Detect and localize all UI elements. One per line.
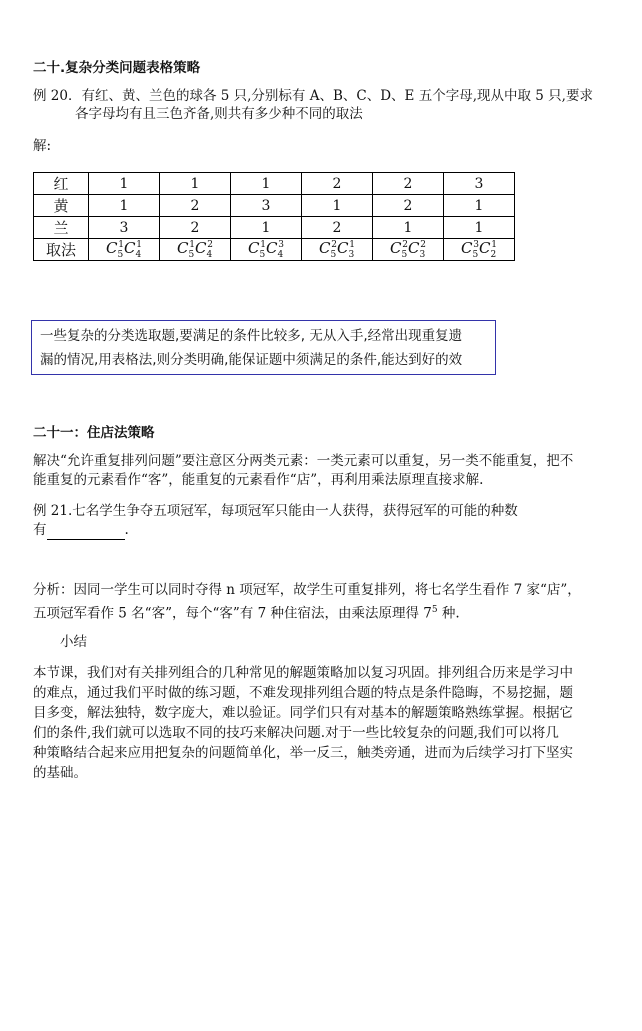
- combination-formula: $C_5^3C_2^1$: [461, 239, 497, 260]
- analysis-suffix: 种.: [437, 605, 460, 622]
- summary-line: 们的条件,我们就可以选取不同的技巧来解决问题.对于一些比较复杂的问题,我们可以将几: [33, 725, 559, 741]
- table-cell: 2: [160, 217, 231, 239]
- table-cell: 1: [231, 217, 302, 239]
- comb-n: 5: [330, 250, 337, 260]
- section20-heading: 二十.复杂分类问题表格策略: [33, 60, 201, 76]
- table-cell: 2: [373, 195, 444, 217]
- comb-k: 2: [402, 240, 408, 250]
- row-label: 取法: [34, 239, 89, 261]
- example21-line2: [33, 520, 129, 540]
- table-cell: 2: [160, 195, 231, 217]
- comb-k: 1: [491, 240, 497, 250]
- example21-prefix: 有: [33, 522, 47, 538]
- summary-line: 的难点，通过我们平时做的练习题，不难发现排列组合题的特点是条件隐晦，不易挖掘，题: [33, 685, 573, 701]
- analysis-exponent: 5: [431, 605, 438, 615]
- table-row-methods: [34, 239, 515, 261]
- comb-n: 3: [419, 250, 426, 260]
- combination-cell: [231, 239, 302, 261]
- comb-n: 5: [472, 250, 479, 260]
- comb-n: 5: [117, 250, 124, 260]
- combination-formula: $C_5^1C_4^3$: [248, 239, 284, 260]
- row-label: 红: [34, 173, 89, 195]
- comb-n: 5: [401, 250, 408, 260]
- example21-line1: 例 21.七名学生争夺五项冠军，每项冠军只能由一人获得，获得冠军的可能的种数: [33, 503, 518, 519]
- combination-cell: [444, 239, 515, 261]
- intro-line2: 能重复的元素看作“客”，能重复的元素看作“店”，再利用乘法原理直接求解.: [33, 472, 484, 488]
- answer-blank: [47, 525, 125, 540]
- table-cell: 1: [302, 195, 373, 217]
- comb-k: 1: [136, 240, 142, 250]
- comb-k: 1: [349, 240, 355, 250]
- example21-suffix: .: [124, 522, 129, 538]
- summary-line: 的基础。: [33, 765, 87, 781]
- summary-body: [33, 663, 613, 783]
- table-cell: 2: [373, 173, 444, 195]
- comb-n: 2: [490, 250, 497, 260]
- distribution-table: [33, 172, 515, 261]
- table-cell: 1: [160, 173, 231, 195]
- table-cell: 2: [302, 217, 373, 239]
- table-cell: 1: [373, 217, 444, 239]
- note-line1: 一些复杂的分类选取题,要满足的条件比较多, 无从入手,经常出现重复遗: [40, 328, 463, 344]
- combination-cell: [160, 239, 231, 261]
- comb-k: 3: [473, 240, 479, 250]
- combination-formula: $C_5^2C_3^1$: [319, 239, 355, 260]
- comb-n: 4: [135, 250, 142, 260]
- comb-n: 4: [206, 250, 213, 260]
- summary-line: 种策略结合起来应用把复杂的问题简单化，举一反三，触类旁通，进而为后续学习打下坚实: [33, 745, 573, 761]
- row-label: 黄: [34, 195, 89, 217]
- summary-heading: 小结: [60, 634, 87, 650]
- table-row: [34, 195, 515, 217]
- combination-cell: [89, 239, 160, 261]
- intro-line1: 解决“允许重复排列问题”要注意区分两类元素：一类元素可以重复，另一类不能重复，把不: [33, 453, 574, 469]
- table-cell: 1: [231, 173, 302, 195]
- table-cell: 3: [444, 173, 515, 195]
- comb-n: 3: [348, 250, 355, 260]
- comb-n: 5: [259, 250, 266, 260]
- table-cell: 1: [89, 173, 160, 195]
- combination-cell: [373, 239, 444, 261]
- comb-k: 1: [260, 240, 266, 250]
- analysis-line2: [33, 600, 460, 624]
- comb-k: 1: [118, 240, 124, 250]
- comb-k: 2: [420, 240, 426, 250]
- row-label: 兰: [34, 217, 89, 239]
- combination-formula: $C_5^2C_3^2$: [390, 239, 426, 260]
- example20-line1: 例 20．有红、黄、兰色的球各 5 只,分别标有 A、B、C、D、E 五个字母,现从中取 5 只,要求: [33, 88, 593, 104]
- table-cell: 2: [302, 173, 373, 195]
- table-row: [34, 173, 515, 195]
- comb-k: 1: [189, 240, 195, 250]
- comb-k: 2: [207, 240, 213, 250]
- solution-label: 解:: [33, 138, 52, 154]
- table-cell: 3: [89, 217, 160, 239]
- summary-line: 本节课，我们对有关排列组合的几种常见的解题策略加以复习巩固。排列组合历来是学习中: [33, 665, 573, 681]
- note-line2: 漏的情况,用表格法,则分类明确,能保证题中须满足的条件,能达到好的效: [40, 352, 463, 368]
- combination-cell: [302, 239, 373, 261]
- combination-formula: $C_5^1C_4^1$: [106, 239, 142, 260]
- table-cell: 1: [89, 195, 160, 217]
- table-cell: 1: [444, 217, 515, 239]
- table-cell: 3: [231, 195, 302, 217]
- section21-heading: 二十一：住店法策略: [33, 425, 155, 441]
- comb-k: 2: [331, 240, 337, 250]
- table-row: [34, 217, 515, 239]
- table-cell: 1: [444, 195, 515, 217]
- comb-n: 4: [277, 250, 284, 260]
- strategy-note-box: [31, 320, 496, 375]
- summary-line: 目多变，解法独特，数字庞大，难以验证。同学们只有对基本的解题策略熟练掌握。根据它: [33, 705, 573, 721]
- example20-line2: 各字母均有且三色齐备,则共有多少种不同的取法: [75, 106, 363, 122]
- comb-k: 3: [278, 240, 284, 250]
- combination-formula: $C_5^1C_4^2$: [177, 239, 213, 260]
- analysis-prefix: 五项冠军看作 5 名“客”，每个“客”有 7 种住宿法，由乘法原理得 7: [33, 605, 432, 622]
- analysis-line1: 分析：因同一学生可以同时夺得 n 项冠军，故学生可重复排列，将七名学生看作 7 家“店”，: [33, 582, 581, 598]
- comb-n: 5: [188, 250, 195, 260]
